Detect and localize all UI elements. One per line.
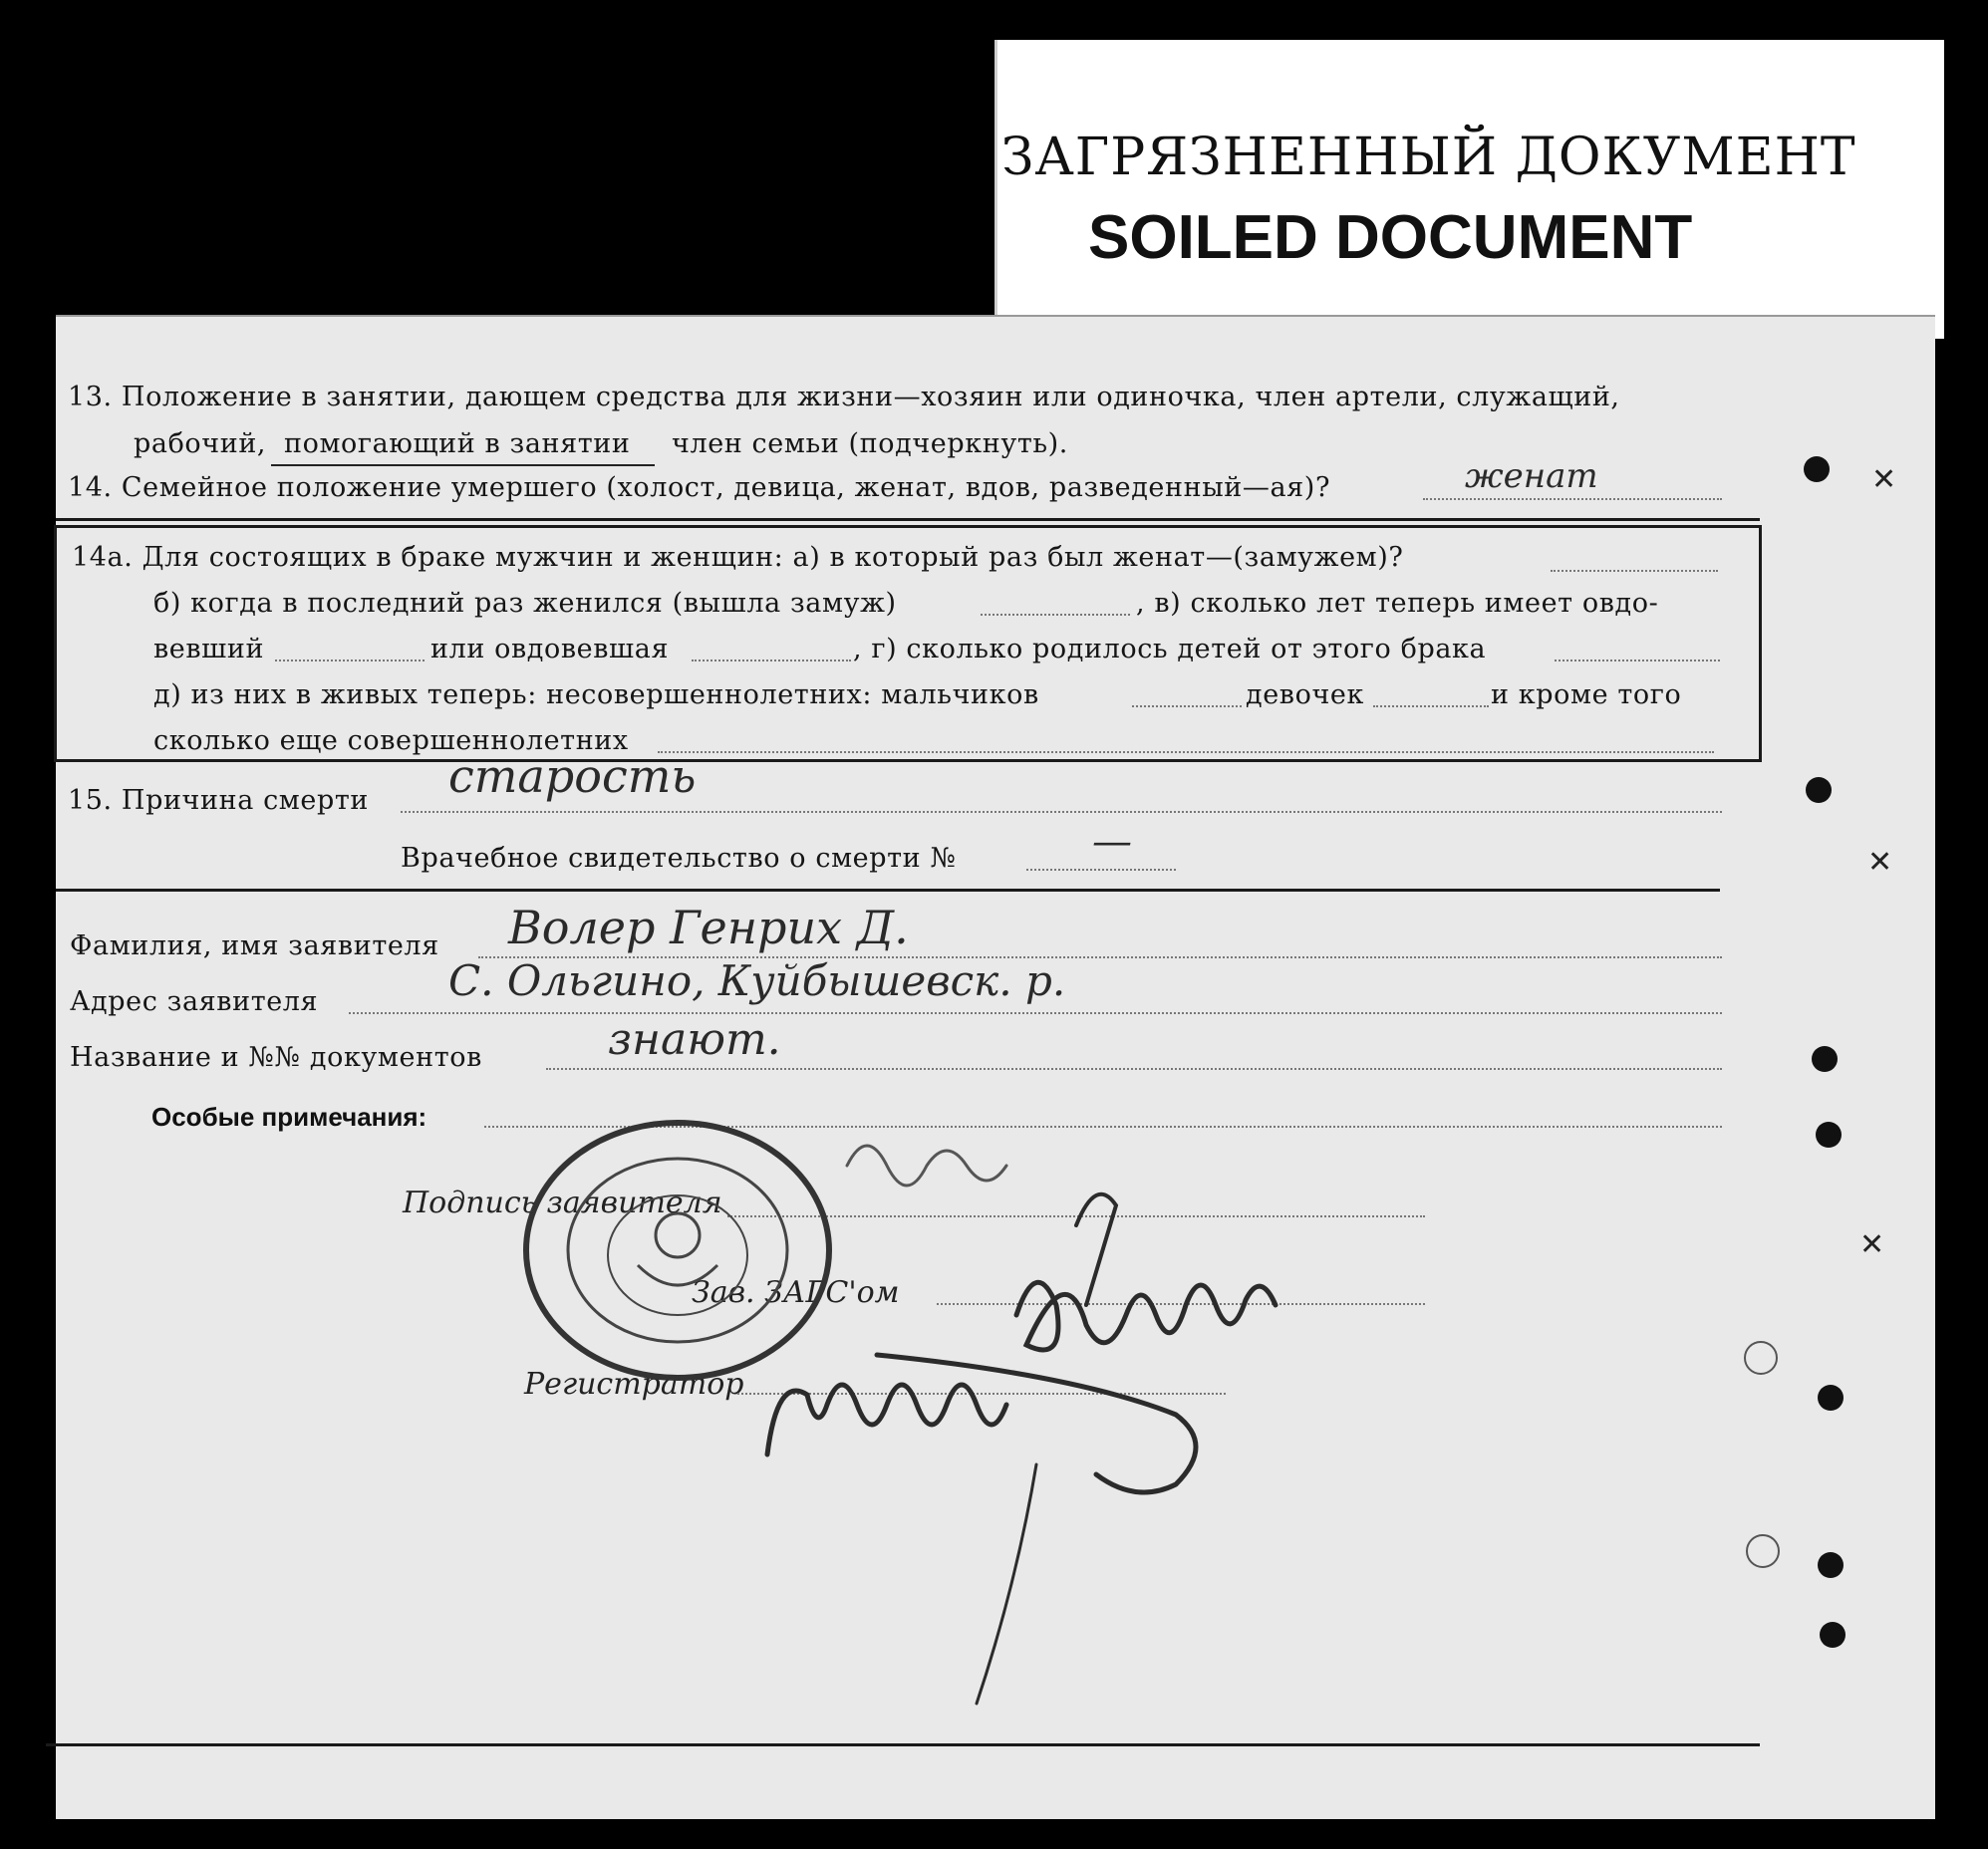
stitch-mark: ✕ (1867, 845, 1893, 880)
registrar-signature (767, 1385, 1006, 1454)
certificate-number-handwriting: — (1092, 819, 1132, 865)
item-14a-line-4c: и кроме того (1491, 679, 1682, 710)
applicant-address-handwriting: С. Ольгино, Куйбышевск. р. (448, 956, 1066, 1005)
item-14a-line-3c: , г) сколько родилось детей от этого брака (853, 634, 1487, 664)
item-14a-line-4a: д) из них в живых теперь: несовершеннолетних: мальчиков (153, 679, 1039, 710)
stitch-mark: ✕ (1871, 462, 1897, 497)
item-13-line-2-post: член семьи (подчеркнуть). (672, 428, 1068, 459)
item-14a-line-1: 14а. Для состоящих в браке мужчин и женщин: а) в который раз был женат—(замужем)? (72, 542, 1404, 573)
item-13-line-2-pre: рабочий, (134, 428, 267, 459)
registrar-label: Регистратор (524, 1367, 744, 1402)
binding-hole (1818, 1552, 1844, 1578)
applicant-signature-label: Подпись заявителя (403, 1186, 722, 1220)
special-notes-label: Особые примечания: (151, 1102, 427, 1132)
applicant-address-label: Адрес заявителя (70, 986, 319, 1017)
binding-ring (1744, 1341, 1778, 1375)
item-14a-line-2b: , в) сколько лет теперь имеет овдо- (1136, 588, 1659, 619)
binding-hole (1812, 1046, 1838, 1072)
bottom-rule (46, 1743, 1760, 1746)
label-russian: ЗАГРЯЗНЕННЫЙ ДОКУМЕНТ (1001, 128, 1856, 187)
item-13-underlined-option: помогающий в занятии (284, 428, 631, 459)
binding-hole (1816, 1122, 1842, 1148)
item-14-label: 14. Семейное положение умершего (холост, девица, женат, вдов, разведенный—ая)? (68, 472, 1331, 503)
applicant-name-label: Фамилия, имя заявителя (70, 930, 439, 961)
applicant-signature (847, 1146, 1006, 1186)
binding-ring (1746, 1534, 1780, 1568)
cause-of-death-handwriting: старость (448, 749, 697, 803)
stitch-mark: ✕ (1859, 1227, 1885, 1262)
item-14a-line-3b: или овдовевшая (430, 634, 670, 664)
binding-hole (1804, 456, 1830, 482)
item-14a-line-5: сколько еще совершеннолетних (153, 725, 629, 756)
official-stamp (518, 1116, 837, 1385)
item-13-line-1: 13. Положение в занятии, дающем средства для жизни—хозяин или одиночка, член артели, служащий, (68, 382, 1620, 412)
binding-hole (1818, 1385, 1844, 1411)
applicant-name-handwriting: Волер Генрих Д. (508, 901, 909, 954)
item-14a-line-2a: б) когда в последний раз женился (вышла замуж) (153, 588, 897, 619)
documents-label: Название и №№ документов (70, 1042, 482, 1073)
item-14a-line-3a: вевший (153, 634, 265, 664)
marital-status-handwriting: женат (1465, 456, 1598, 496)
binding-hole (1806, 777, 1832, 803)
item-15-label: 15. Причина смерти (68, 785, 369, 816)
item-14a-line-4b: девочек (1246, 679, 1364, 710)
registry-head-label: Зав. ЗАГС'ом (692, 1275, 900, 1310)
label-english: SOILED DOCUMENT (1088, 203, 1693, 272)
head-signature (1016, 1282, 1276, 1350)
medical-certificate-label: Врачебное свидетельство о смерти № (401, 843, 957, 874)
documents-handwriting: знают. (608, 1014, 781, 1065)
binding-hole (1820, 1622, 1846, 1648)
